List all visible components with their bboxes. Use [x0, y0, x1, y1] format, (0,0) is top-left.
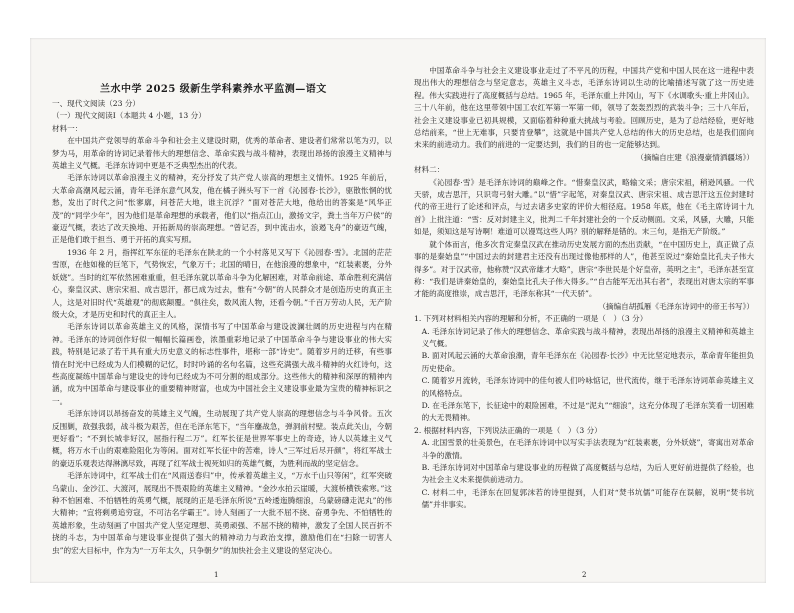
left-column — [52, 98, 392, 557]
paragraph: 1936 年 2 月，指挥红军东征的毛泽东在陕北的一个小村落见又写下《沁园春·雪》。北国的茫茫雪原，在他如椽的巨笔下，气势恢宏，气象万千；北国的晴日，在他浪漫的想象中，“红装素裹，分外妖娆”。当时的红军依然困难重重，但毛泽东就以革命斗争为化解困难，对革命前途、革命胜利充满信心，秦皇汉武、唐宗宋祖、成吉思汗，都已成为过去，惟有“今朝”的人民群众才是创造历史的真正主人，这是对旧时代“英雄观”的彻底颠覆。“俱往矣，数风流人物，还看今朝。”千百万劳动人民，无产阶级大众，才是历史和时代的真正主人。 — [52, 247, 392, 319]
exam-sheet — [30, 38, 766, 583]
page-number: 2 — [582, 571, 587, 579]
option-c: C. 材料二中，毛泽东在回复郭沫若的诗里提到，人们对“焚书坑儒”可能存在误解，说明“焚书坑儒”并非事实。 — [421, 487, 754, 510]
right-column — [414, 65, 754, 512]
source-note: （摘编自胡孤雁《毛泽东诗词中的帝王书写》） — [598, 301, 754, 311]
option-c: C. 随着岁月流转，毛泽东诗词中的佳句被人们吟咏惦记，世代流传，继于毛泽东诗词革命英雄主义的风格特点。 — [421, 376, 754, 398]
paragraph: 中国革命斗争与社会主义建设事业走过了不平凡的历程，中国共产党和中国人民在这一进程中表现出伟大的理想信念与坚定意志，英雄主义斗志，毛泽东诗词以生动的比喻描述写就了这一历史进程。伟大实践进行了高度概括与总结。1965 年，毛泽东重上井冈山，写下《水调歌头·重上井冈山》。三十八年前，他在这里带领中国工农红军第一军第一师，领导了轰轰烈烈的武装斗争；三十八年后，社会主义建设事业已初具规模，又面临着种种重大挑战与考验。回顾历史，是为了总结经验，更好地总结前来，“世上无难事，只要肯登攀”，这就是中国共产党人总结的伟大的历史总结，也是我们面向未来的前进动力。我们的前进的一定要达到，我们的目的也一定能够达到。 — [414, 66, 754, 150]
option-a: A. 毛泽东诗词记录了伟大的理想信念、革命实践与战斗精神，表现出昂扬的浪漫主义精神和英雄主义气概。 — [421, 326, 754, 348]
option-d: D. 在毛泽东笔下，长征途中的艰险困难，不过是“泥丸”“细浪”，这充分体现了毛泽东笑看一切困难的大无畏精神。 — [421, 400, 754, 423]
subsection-heading: （一）现代文阅读Ⅰ（本题共 4 小题，13 分） — [52, 111, 206, 121]
paragraph: 毛泽东诗词以革命浪漫主义的精神，充分抒发了共产党人崇高的理想主义情怀。1925 年前后，大革命高潮风起云涌，青年毛泽东意气风发，他在橘子洲头写下一首《沁园春·长沙》，驱散怅惘的忧愁，发出了时代之问“怅寥廓，问苍茫大地，谁主沉浮？”面对苍茫大地，他给出的答案是“风华正茂”的“同学少年”，因为他们是革命理想的承载者，他们以“指点江山，激扬文字，粪土当年万户侯”的豪迈气概，表达了改天换地、开拓新局的崇高理想。“曾记否，到中流击水，浪遏飞舟”的豪迈气魄，正是他们敢于担当、勇于开拓的真实写照。 — [52, 173, 392, 245]
option-b: B. 面对风起云涌的大革命浪潮，青年毛泽东在《沁园春·长沙》中无比坚定地表示，革命青年能担负历史使命。 — [421, 351, 754, 373]
source-note: （摘编自庄建《浪漫豪情洒疆场》） — [636, 152, 754, 162]
paragraph: 就个体而言，他多次肯定秦皇汉武在推动历史发展方面的杰出贡献，“在中国历史上，真正做了点事的是秦始皇”“中国过去的封建君主还没有出现过像他那样的人”，他甚至说过“秦始皇比孔夫子伟大得多”。对于汉武帝，他称赞“汉武帝雄才大略”，唐宗“李世民是个好皇帝，英明之主”，毛泽东甚至宣称：“我们是讲秦始皇的，秦始皇比孔夫子伟大得多。”“自古能军无出其右者”，表现出对唐太宗的军事才能的高度推崇，成吉思汗，毛泽东称其“一代天骄”。 — [414, 239, 754, 299]
section-heading: 一、现代文阅读（23 分） — [52, 99, 141, 108]
question-2: 2. 根据材料内容，下列说法正确的一项是（ ）（3 分） — [414, 425, 602, 435]
option-b: B. 毛泽东诗词对中国革命与建设事业的历程做了高度概括与总结，为后人更好前进提供了经验，也为社会主义未来提供前进动力。 — [421, 463, 754, 485]
paragraph: 《沁园春·雪》是毛泽东诗词的巅峰之作。“惜秦皇汉武，略输文采；唐宗宋祖，稍逊风骚。一代天骄，成吉思汗，只识弯弓射大雕。”以“惜”字起笔，对秦皇汉武、唐宗宋祖、成吉思汗这五位封建时代的帝王进行了论述和评点，与过去诸多史家的评价大相径庭。1958 年底，他在《毛主席诗词十九首》上批注道：“雪：反对封建主义，批判二千年封建社会的一个反动侧面。文采，风骚，大雕，只能如是，须知这是写诗啊！难道可以谩骂这些人吗？别的解释是错的。末三句，是指无产阶级。” — [414, 177, 754, 237]
material-label: 材料一： — [52, 123, 83, 133]
option-a: A. 北国雪景的壮美景色，在毛泽东诗词中以写实手法表现为“红装素裹，分外妖娆”，寄寓出对革命斗争的激情。 — [421, 438, 754, 460]
paragraph: 毛泽东诗词中，红军战士们在“风雨送春归”中，传承着英雄主义，“万水千山只等闲”，红军突破乌蒙山、金沙江、大渡河，展现出不畏艰险的英雄主义精神。“金沙水拍云崖暖，大渡桥横铁索寒。”这种不怕困难、不怕牺牲的英勇气概，展现的正是毛泽东所说“五岭逶迤腾细浪，乌蒙磅礴走泥丸”的伟大精神；“宜将剩勇追穷寇，不可沽名学霸王”。诗人刻画了一大批不屈不挠、奋勇争先、不怕牺牲的英雄形象，生动刻画了中国共产党人坚定理想、英勇顽强、不屈不挠的精神，激发了全国人民百折不挠的斗志，为中国革命与建设事业提供了强大的精神动力与政治支撑，激励他们在“扫除一切害人虫”的宏大目标中，作为为“一万年太久，只争朝夕”的加快社会主义建设的坚定决心。 — [52, 471, 392, 555]
paragraph: 毛泽东诗词以革命英雄主义的风格，深情书写了中国革命与建设波澜壮阔的历史进程与内在精神。毛泽东的诗词创作好似一幅幅长篇画卷，浓墨重彩地记录了中国革命斗争与建设事业的伟大实践，特别是记录了若干具有重大历史意义的标志性事件，堪称一部“诗史”。随着岁月的迁移，有些事情在时光中已经成为人们模糊的记忆，时时吟诵的名句名篇，这些充满强大战斗精神的火红诗句，这些高度凝练中国革命与建设史的诗句已经成为不可分割的组成部分。这些伟大的精神和深厚的精神内涵，成为中国革命与建设事业的重要精神财富，也成为中国社会主义建设事业最为宝贵的精神标识之一。 — [52, 322, 392, 406]
paragraph: 在中国共产党领导的革命斗争和社会主义建设时期，优秀的革命者、建设者们常常以笔为刃，以梦为马，用革命的诗词记录着伟大的理想信念、革命实践与战斗精神，表现出昂扬的浪漫主义精神与英雄主义气概。毛泽东诗词中更是不乏典型杰出的代表。 — [52, 136, 392, 171]
exam-title: 兰水中学 2025 级新生学科素养水平监测—语文 — [100, 84, 327, 95]
material-label: 材料二： — [414, 165, 445, 175]
page-number: 1 — [214, 571, 219, 579]
paragraph: 毛泽东诗词以昂扬奋发的英雄主义气魄，生动展现了共产党人崇高的理想信念与斗争风骨。五次反围剿，敌强我弱，战斗极为艰苦，但在毛泽东笔下，“当年鏖战急，弹洞前村壁。装点此关山，今朝更好看”；“不到长城非好汉，屈指行程二万”。红军长征是世界军事史上的奇迹，诗人以英雄主义气概，将万水千山的艰难险阻化为等闲。面对红军长征中的苦难，诗人“三军过后尽开颜”，将红军战士的豪迈乐观表达得淋漓尽致，再现了红军战士视死如归的英雄气概，为胜利而战的坚定信念。 — [52, 409, 392, 468]
question-1: 1. 下列对材料相关内容的理解和分析，不正确的一项是（ ）（3 分） — [414, 314, 648, 324]
